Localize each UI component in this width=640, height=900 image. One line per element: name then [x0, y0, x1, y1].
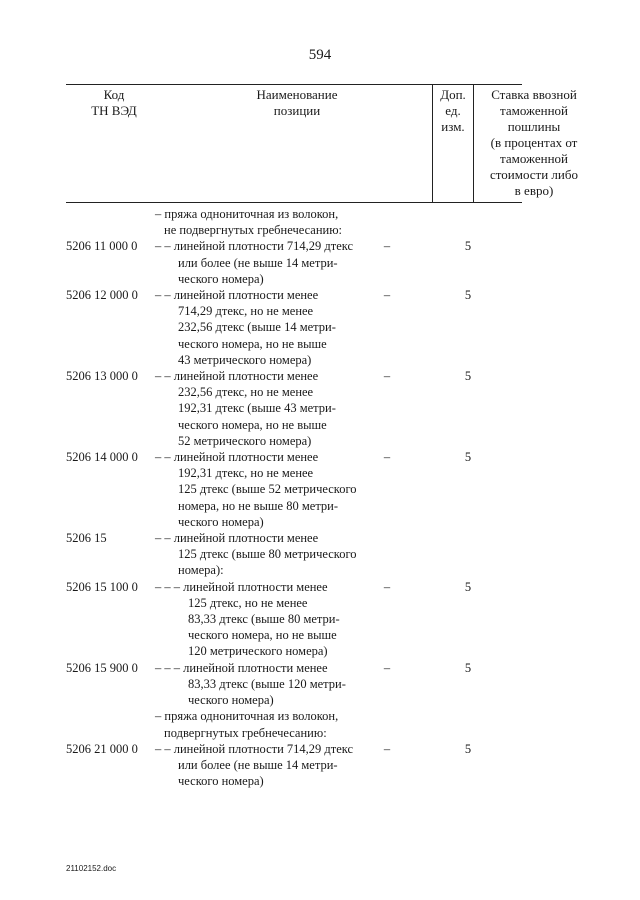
table-body: [66, 203, 522, 789]
row-unit: –: [383, 288, 391, 303]
header-code: Код ТН ВЭД: [91, 87, 137, 118]
description-line: – – линейной плотности менее: [155, 369, 319, 384]
file-name: 21102152.doc: [66, 864, 117, 873]
row-code: 5206 15 900 0: [66, 660, 138, 675]
page-number: 594: [308, 47, 332, 63]
row-unit: –: [383, 660, 391, 675]
row-code: 5206 14 000 0: [66, 450, 138, 465]
description-line: ческого номера, но не выше: [178, 336, 327, 351]
table-row: [66, 708, 522, 740]
description-line: 125 дтекс (выше 52 метрического: [178, 482, 357, 497]
row-rate: 5: [464, 660, 472, 675]
description-line: – – линейной плотности менее: [155, 531, 319, 546]
description-line: 232,56 дтекс, но не менее: [178, 385, 314, 400]
table-row: [66, 660, 522, 709]
row-rate: 5: [464, 579, 472, 594]
description-line: номера, но не выше 80 метри-: [178, 498, 339, 513]
description-line: ческого номера, но не выше: [178, 417, 327, 432]
description-line: подвергнутых гребнечесанию:: [164, 725, 327, 740]
description-line: ческого номера): [188, 693, 274, 708]
description-line: – – – линейной плотности менее: [155, 660, 328, 675]
row-unit: –: [383, 369, 391, 384]
row-rate: 5: [464, 369, 472, 384]
row-rate: 5: [464, 288, 472, 303]
row-unit: –: [383, 239, 391, 254]
description-line: 125 дтекс, но не менее: [188, 595, 308, 610]
description-line: 714,29 дтекс, но не менее: [178, 304, 314, 319]
table-header: [66, 84, 578, 203]
row-description: [155, 660, 370, 709]
header-rate: Ставка ввозной таможенной пошлины (в процентах от таможенной стоимости либо в евро): [489, 87, 578, 198]
table-row: [66, 206, 522, 238]
row-unit: –: [383, 579, 391, 594]
description-line: 192,31 дтекс (выше 43 метри-: [178, 401, 336, 416]
description-line: – пряжа однониточная из волокон,: [155, 207, 339, 221]
row-code: 5206 11 000 0: [66, 239, 138, 254]
description-line: не подвергнутых гребнечесанию:: [164, 223, 343, 238]
row-unit: –: [383, 450, 391, 465]
row-description: [155, 238, 370, 287]
description-line: ческого номера, но не выше: [188, 628, 337, 643]
description-line: – – линейной плотности менее: [155, 288, 319, 303]
table-row: [66, 579, 522, 660]
table-row: [66, 449, 522, 530]
row-unit: –: [383, 741, 391, 756]
table-row: [66, 530, 522, 579]
description-line: ческого номера): [178, 774, 264, 789]
description-line: – – – линейной плотности менее: [155, 579, 328, 594]
row-code: 5206 21 000 0: [66, 741, 138, 756]
description-line: – – линейной плотности 714,29 дтекс: [155, 741, 354, 756]
row-description: [155, 206, 370, 238]
row-description: [155, 708, 370, 740]
tariff-table: [66, 84, 578, 789]
description-line: 52 метрического номера): [178, 433, 312, 448]
description-line: – – линейной плотности менее: [155, 450, 319, 465]
description-line: – – линейной плотности 714,29 дтекс: [155, 239, 354, 254]
description-line: 120 метрического номера): [188, 644, 328, 659]
row-rate: 5: [464, 239, 472, 254]
row-code: 5206 15 100 0: [66, 579, 138, 594]
table-row: [66, 368, 522, 449]
header-unit: Доп. ед. изм.: [440, 87, 466, 134]
description-line: 83,33 дтекс (выше 120 метри-: [188, 676, 346, 691]
row-description: [155, 368, 370, 449]
table-row: [66, 741, 522, 790]
description-line: – пряжа однониточная из волокон,: [155, 709, 339, 724]
row-description: [155, 287, 370, 368]
description-line: 43 метрического номера): [178, 352, 312, 367]
description-line: 232,56 дтекс (выше 14 метри-: [178, 320, 336, 335]
table-row: [66, 287, 522, 368]
row-rate: 5: [464, 450, 472, 465]
row-rate: 5: [464, 741, 472, 756]
description-line: 125 дтекс (выше 80 метрического: [178, 547, 357, 562]
table-row: [66, 238, 522, 287]
description-line: ческого номера): [178, 514, 264, 529]
description-line: или более (не выше 14 метри-: [178, 757, 338, 772]
description-line: номера):: [178, 563, 224, 578]
description-line: 83,33 дтекс (выше 80 метри-: [188, 612, 340, 627]
description-line: ческого номера): [178, 271, 264, 286]
header-name: Наименование позиции: [256, 87, 338, 118]
description-line: или более (не выше 14 метри-: [178, 255, 338, 270]
row-description: [155, 741, 370, 790]
row-description: [155, 579, 370, 660]
row-code: 5206 15: [66, 531, 107, 546]
row-description: [155, 530, 370, 579]
row-code: 5206 12 000 0: [66, 288, 138, 303]
row-description: [155, 449, 370, 530]
row-code: 5206 13 000 0: [66, 369, 138, 384]
description-line: 192,31 дтекс, но не менее: [178, 466, 314, 481]
